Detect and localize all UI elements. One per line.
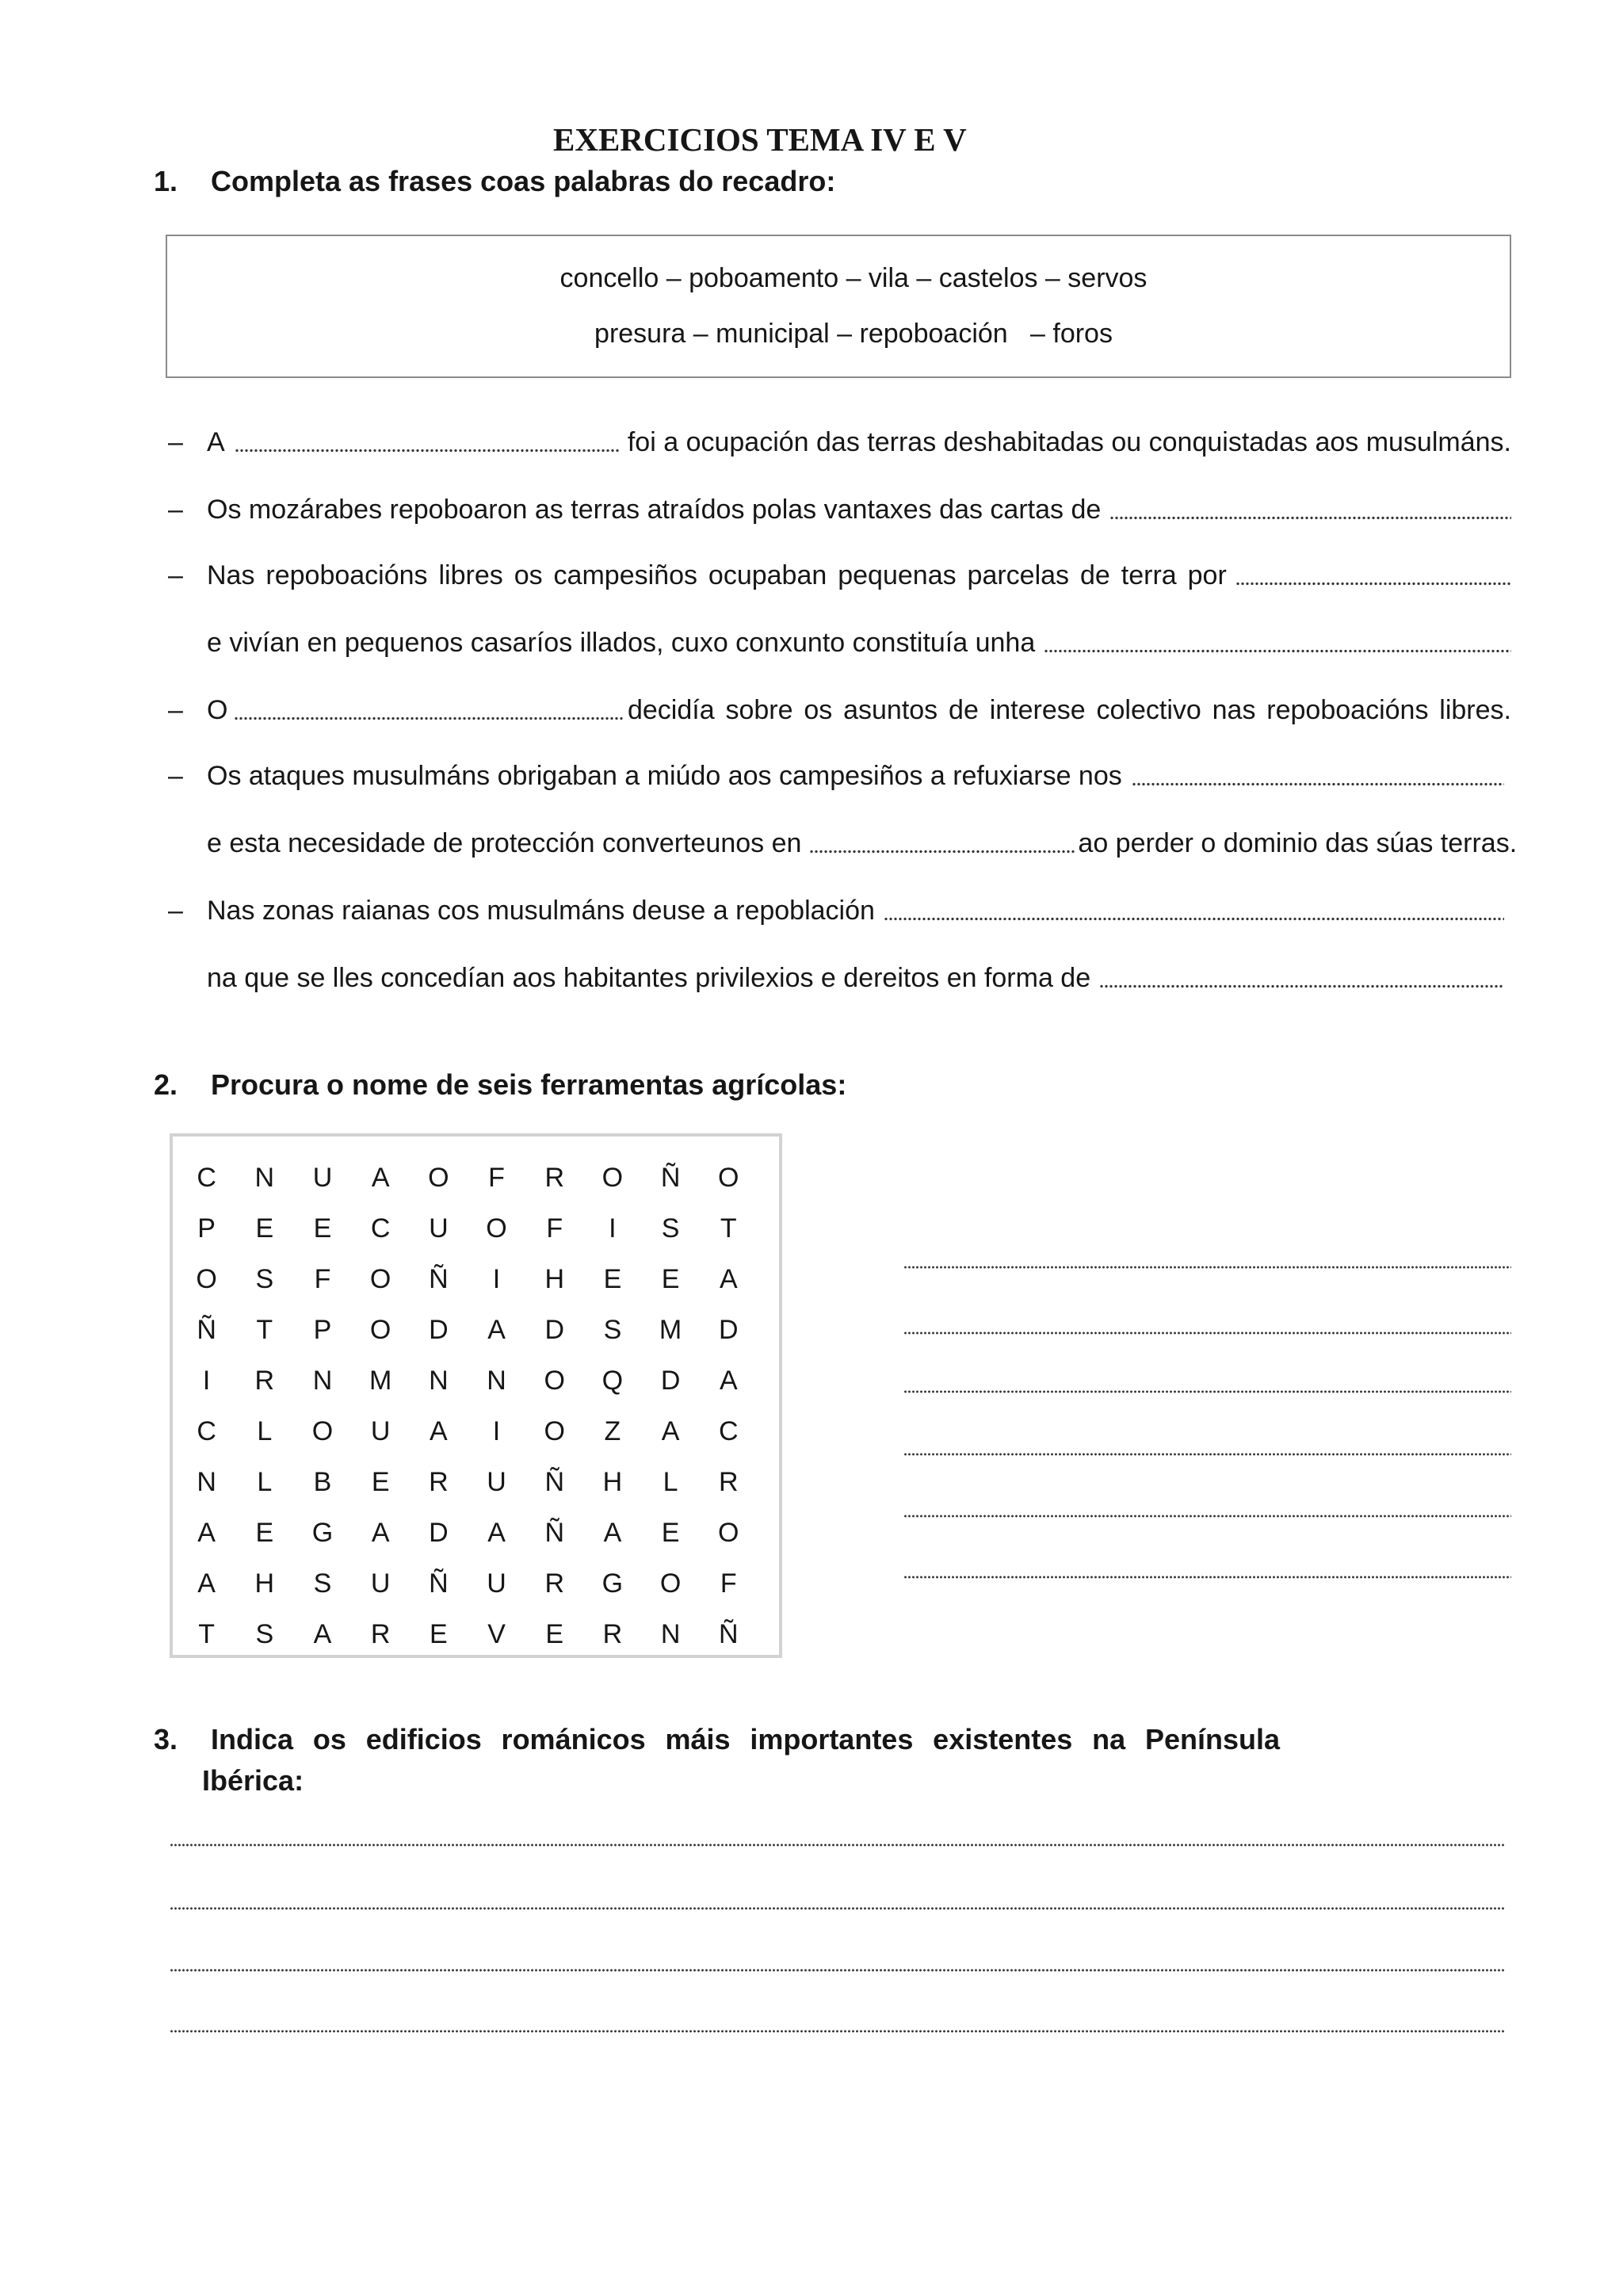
grid-letter: R bbox=[544, 1163, 564, 1193]
grid-letter: D bbox=[429, 1518, 449, 1548]
list-dash: – bbox=[168, 427, 183, 457]
grid-letter: L bbox=[663, 1467, 678, 1497]
grid-letter: N bbox=[429, 1366, 449, 1396]
blank-line bbox=[809, 827, 1075, 859]
grid-letter: C bbox=[197, 1163, 216, 1193]
sentence-text: Os ataques musulmáns obrigaban a miúdo aos campesiños a refuxiarse nos bbox=[207, 761, 1122, 791]
list-dash: – bbox=[168, 495, 183, 525]
grid-letter: A bbox=[719, 1366, 738, 1396]
grid-letter: Ñ bbox=[544, 1467, 564, 1497]
grid-letter: R bbox=[544, 1568, 564, 1599]
grid-letter: C bbox=[370, 1213, 391, 1244]
sentence-text: decidía sobre os asuntos de interese colectivo nas repoboacións libres. bbox=[627, 695, 1511, 725]
grid-letter: Ñ bbox=[197, 1315, 216, 1345]
answer-line bbox=[903, 1265, 1511, 1270]
page-title: EXERCICIOS TEMA IV E V bbox=[553, 121, 967, 158]
grid-letter: A bbox=[430, 1416, 448, 1446]
word-box-line: presura – municipal – repoboación – foros bbox=[594, 319, 1113, 349]
grid-letter: O bbox=[196, 1264, 217, 1294]
grid-letter: T bbox=[256, 1315, 273, 1345]
grid-letter: G bbox=[311, 1518, 334, 1548]
grid-letter: E bbox=[661, 1264, 680, 1294]
word-box-line: concello – poboamento – vila – castelos – servos bbox=[559, 263, 1148, 293]
grid-letter: R bbox=[370, 1619, 391, 1649]
exercise-3-number: 3. bbox=[154, 1723, 178, 1755]
grid-letter: E bbox=[603, 1264, 622, 1294]
grid-letter: C bbox=[197, 1416, 216, 1446]
blank-line bbox=[1044, 627, 1511, 659]
answer-line bbox=[903, 1389, 1511, 1394]
grid-letter: Q bbox=[601, 1366, 624, 1396]
answer-line bbox=[170, 2029, 1504, 2034]
sentence-text: A bbox=[207, 427, 225, 457]
list-dash: – bbox=[168, 761, 183, 791]
grid-letter: A bbox=[487, 1518, 506, 1548]
sentence-text: e esta necesidade de protección converteunos en bbox=[207, 828, 802, 858]
grid-letter: S bbox=[255, 1619, 274, 1649]
grid-letter: N bbox=[254, 1163, 275, 1193]
grid-letter: E bbox=[313, 1213, 332, 1244]
sentence-text: Nas zonas raianas cos musulmáns deuse a repoblación bbox=[207, 896, 875, 926]
grid-letter: Ñ bbox=[429, 1264, 449, 1294]
list-dash: – bbox=[168, 560, 183, 590]
grid-letter: E bbox=[255, 1213, 274, 1244]
sentence-text: foi a ocupación das terras deshabitadas ou conquistadas aos musulmáns. bbox=[627, 427, 1511, 457]
grid-letter: R bbox=[719, 1467, 739, 1497]
answer-line bbox=[170, 1906, 1504, 1911]
grid-letter: R bbox=[429, 1467, 449, 1497]
grid-letter: D bbox=[660, 1366, 681, 1396]
grid-letter: N bbox=[660, 1619, 681, 1649]
sentence-line bbox=[207, 494, 1511, 525]
grid-letter: N bbox=[487, 1366, 506, 1396]
grid-letter: I bbox=[202, 1366, 211, 1396]
grid-letter: O bbox=[544, 1416, 565, 1446]
grid-letter: E bbox=[545, 1619, 564, 1649]
grid-letter: U bbox=[312, 1163, 333, 1193]
grid-letter: D bbox=[544, 1315, 564, 1345]
grid-letter: F bbox=[314, 1264, 331, 1294]
grid-letter: A bbox=[719, 1264, 738, 1294]
list-dash: – bbox=[168, 695, 183, 725]
grid-letter: A bbox=[371, 1518, 390, 1548]
grid-letter: I bbox=[492, 1264, 501, 1294]
grid-letter: A bbox=[661, 1416, 680, 1446]
sentence-line bbox=[207, 760, 1504, 792]
grid-letter: Ñ bbox=[660, 1163, 681, 1193]
grid-letter: L bbox=[257, 1467, 273, 1497]
grid-letter: A bbox=[197, 1518, 216, 1548]
grid-letter: Ñ bbox=[544, 1518, 564, 1548]
grid-letter: P bbox=[197, 1213, 216, 1244]
exercise-3-heading-continued: Ibérica: bbox=[202, 1764, 304, 1797]
blank-line bbox=[234, 694, 623, 726]
grid-letter: H bbox=[602, 1467, 623, 1497]
grid-letter: O bbox=[486, 1213, 507, 1244]
grid-letter: R bbox=[254, 1366, 275, 1396]
grid-letter: S bbox=[661, 1213, 680, 1244]
grid-letter: N bbox=[312, 1366, 333, 1396]
grid-letter: S bbox=[603, 1315, 622, 1345]
grid-letter: Ñ bbox=[719, 1619, 739, 1649]
grid-letter: A bbox=[313, 1619, 332, 1649]
grid-letter: M bbox=[659, 1315, 682, 1345]
grid-letter: A bbox=[197, 1568, 216, 1599]
grid-letter: I bbox=[492, 1416, 501, 1446]
grid-letter: O bbox=[369, 1315, 391, 1345]
grid-letter: A bbox=[487, 1315, 506, 1345]
word-search-grid bbox=[178, 1152, 758, 1660]
answer-line bbox=[903, 1331, 1511, 1335]
exercise-1-heading: Completa as frases coas palabras do recadro: bbox=[211, 165, 836, 197]
exercise-1-number: 1. bbox=[154, 165, 178, 197]
grid-letter: E bbox=[371, 1467, 390, 1497]
blank-line bbox=[1132, 760, 1504, 792]
grid-letter: A bbox=[371, 1163, 390, 1193]
grid-letter: G bbox=[601, 1568, 624, 1599]
grid-letter: H bbox=[254, 1568, 275, 1599]
grid-letter: F bbox=[720, 1568, 737, 1599]
grid-letter: S bbox=[255, 1264, 274, 1294]
grid-letter: E bbox=[255, 1518, 274, 1548]
grid-letter: O bbox=[369, 1264, 391, 1294]
blank-line bbox=[1235, 560, 1511, 591]
answer-line bbox=[903, 1575, 1511, 1580]
sentence-line bbox=[207, 560, 1511, 591]
grid-letter: U bbox=[487, 1568, 506, 1599]
grid-letter: V bbox=[487, 1619, 506, 1649]
exercise-3-heading: Indica os edificios románicos máis importantes existentes na Península bbox=[211, 1723, 1280, 1755]
grid-letter: P bbox=[313, 1315, 332, 1345]
sentence-line bbox=[207, 627, 1511, 659]
answer-line bbox=[903, 1452, 1511, 1457]
sentence-line bbox=[207, 895, 1504, 926]
grid-letter: F bbox=[546, 1213, 563, 1244]
answer-line bbox=[170, 1968, 1504, 1973]
grid-letter: S bbox=[313, 1568, 332, 1599]
grid-letter: O bbox=[428, 1163, 449, 1193]
grid-letter: L bbox=[257, 1416, 273, 1446]
grid-letter: U bbox=[429, 1213, 449, 1244]
grid-letter: F bbox=[488, 1163, 505, 1193]
grid-letter: I bbox=[609, 1213, 617, 1244]
grid-letter: Z bbox=[604, 1416, 621, 1446]
sentence-line bbox=[207, 694, 1511, 726]
grid-letter: U bbox=[370, 1416, 391, 1446]
grid-letter: E bbox=[430, 1619, 448, 1649]
grid-letter: C bbox=[719, 1416, 739, 1446]
grid-letter: R bbox=[602, 1619, 623, 1649]
grid-letter: M bbox=[369, 1366, 392, 1396]
blank-line bbox=[235, 426, 620, 458]
grid-letter: O bbox=[659, 1568, 682, 1599]
blank-line bbox=[1099, 962, 1504, 994]
answer-line bbox=[170, 1843, 1504, 1847]
grid-letter: O bbox=[601, 1163, 624, 1193]
grid-letter: U bbox=[487, 1467, 506, 1497]
sentence-text: Os mozárabes repoboaron as terras atraídos polas vantaxes das cartas de bbox=[207, 495, 1102, 525]
sentence-line bbox=[207, 962, 1504, 994]
sentence-line bbox=[207, 827, 1517, 859]
word-box bbox=[166, 235, 1511, 378]
list-dash: – bbox=[168, 896, 183, 926]
grid-letter: H bbox=[544, 1264, 564, 1294]
sentence-text: na que se lles concedían aos habitantes privilexios e dereitos en forma de bbox=[207, 963, 1091, 993]
grid-letter: T bbox=[720, 1213, 737, 1244]
sentence-text: O bbox=[207, 695, 228, 725]
grid-letter: U bbox=[370, 1568, 391, 1599]
grid-letter: T bbox=[198, 1619, 215, 1649]
sentence-text: ao perder o dominio das súas terras. bbox=[1078, 828, 1518, 858]
grid-letter: N bbox=[197, 1467, 216, 1497]
sentence-text: e vivían en pequenos casaríos illados, cuxo conxunto constituía unha bbox=[207, 628, 1036, 658]
exercise-2-number: 2. bbox=[154, 1068, 178, 1101]
grid-letter: B bbox=[313, 1467, 332, 1497]
blank-line bbox=[884, 895, 1504, 926]
grid-letter: D bbox=[719, 1315, 739, 1345]
grid-letter: A bbox=[603, 1518, 622, 1548]
sentence-text: Nas repoboacións libres os campesiños ocupaban pequenas parcelas de terra por bbox=[207, 560, 1227, 590]
blank-line bbox=[1109, 494, 1511, 525]
grid-letter: E bbox=[661, 1518, 680, 1548]
grid-letter: D bbox=[429, 1315, 449, 1345]
grid-letter: O bbox=[544, 1366, 565, 1396]
grid-letter: Ñ bbox=[429, 1568, 449, 1599]
grid-letter: O bbox=[718, 1518, 739, 1548]
exercise-2-heading: Procura o nome de seis ferramentas agrícolas: bbox=[211, 1068, 847, 1101]
grid-letter: O bbox=[718, 1163, 739, 1193]
sentence-line bbox=[207, 426, 1511, 458]
grid-letter: O bbox=[311, 1416, 334, 1446]
answer-line bbox=[903, 1514, 1511, 1519]
